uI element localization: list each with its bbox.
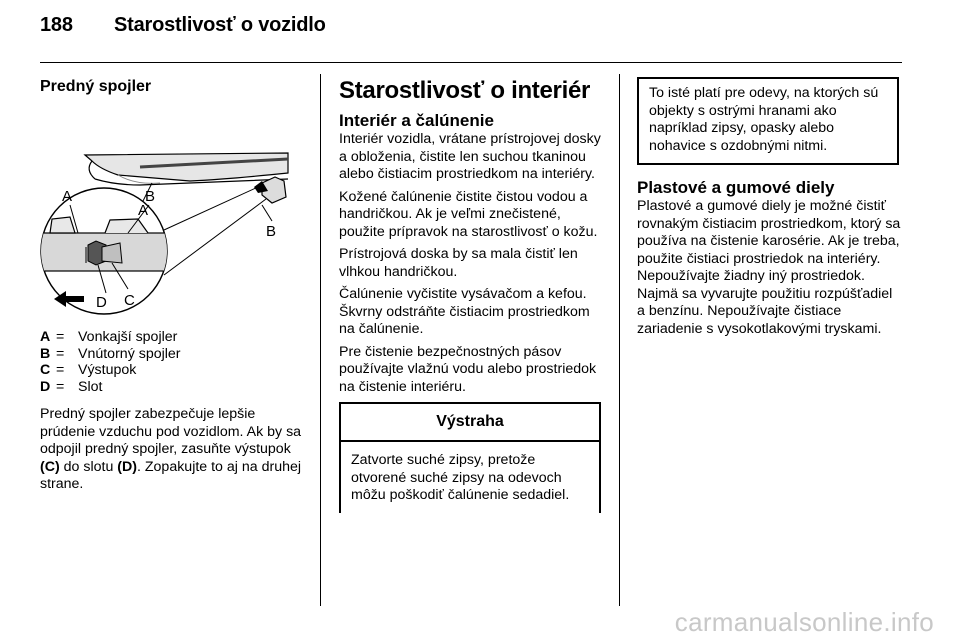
section-title-spoiler: Predný spojler — [40, 78, 152, 95]
spoiler-illustration — [40, 115, 302, 320]
label-a-detail: A — [62, 188, 73, 205]
spoiler-paragraph: Predný spojler zabezpečuje lepšie prúdenie vzduchu pod vozidlom. Ak by sa odpojil predný spojler, zasuňte výstupok (C) do slotu (D). Zopakujte to aj na druhej strane. — [40, 406, 302, 492]
column-divider-2 — [619, 74, 620, 606]
note-box: To isté platí pre odevy, na ktorých sú objekty s ostrými hranami ako napríklad zipsy, opasky alebo nohavice s ozdobnými nitmi. — [637, 77, 899, 165]
label-c-detail: C — [124, 292, 135, 309]
label-b-detail: B — [145, 188, 156, 205]
interior-text: Interiér vozidla, vrátane prístrojovej dosky a obloženia, čistite len suchou tkaninou alebo čistiacim prostriedkom na interiéry. Kožené čalúnenie čistite čistou vodou a handričkou. Ak je veľmi znečistené, použite prípravok na starostlivosť o kožu. Prístrojová doska by sa mala čistiť len vlhkou handričkou. Čalúnenie vyčistite vysávačom a kefou. Škvrny odstráňte čistiacim prostriedkom na čalúnenie. Pre čistenie bezpečnostných pásov používajte vlažnú vodu alebo prostriedok na čistenie interiéru. — [339, 131, 601, 395]
subtitle-plastic-rubber: Plastové a gumové diely — [637, 178, 835, 197]
column-right — [637, 77, 903, 338]
subtitle-upholstery: Interiér a čalúnenie — [339, 111, 494, 130]
watermark: carmanualsonline.info — [674, 607, 934, 637]
legend-row: A = Vonkajší spojler — [40, 329, 178, 345]
label-a-top: A — [138, 202, 149, 219]
legend-row: D = Slot — [40, 378, 103, 395]
warning-title: Výstraha — [341, 404, 599, 442]
label-d-detail: D — [96, 294, 107, 311]
column-divider-1 — [320, 74, 321, 606]
plastic-text: Plastové a gumové diely je možné čistiť rovnakým čistiacim prostriedkom, ktorý sa používa na čistenie karosérie. Ak je treba, použite čistiaci prostriedok na interiéry. Nepoužívajte žiadny iný prostriedok. Najmä sa vyvarujte použitiu rozpúšťadiel a benzínu. Nepoužívajte čistiace zariadenie s vysokotlakovými tryskami. — [637, 198, 901, 337]
warning-box — [339, 402, 601, 513]
spoiler-diagram — [40, 115, 302, 320]
warning-text: Zatvorte suché zipsy, pretože otvorené suché zipsy na odevoch môžu poškodiť čalúnenie sedadiel. — [351, 452, 570, 503]
legend-row: B = Vnútorný spojler — [40, 345, 181, 362]
column-middle — [339, 77, 605, 513]
label-b-top: B — [266, 223, 277, 240]
header-rule — [40, 62, 902, 63]
section-title-interior: Starostlivosť o interiér — [339, 77, 591, 104]
column-left — [40, 77, 308, 494]
page-header — [40, 14, 326, 37]
page-title: Starostlivosť o vozidlo — [114, 14, 326, 36]
page-number: 188 — [40, 14, 73, 36]
figure-legend — [40, 329, 308, 395]
legend-row: C = Výstupok — [40, 362, 137, 378]
